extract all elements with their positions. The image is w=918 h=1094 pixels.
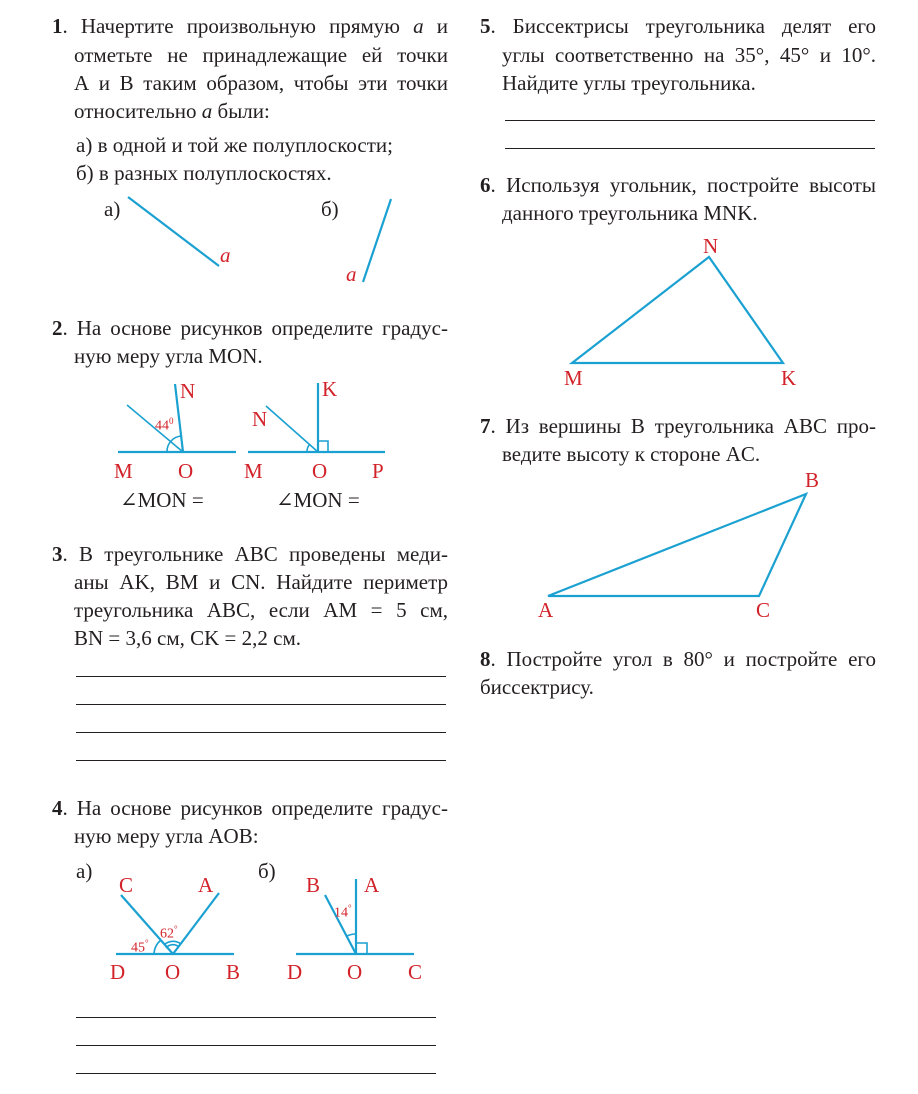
task4-fig-a-angle2: 62° [160, 924, 178, 942]
task1-line3: А и В таким образом, чтобы эти точки [74, 71, 448, 95]
task1-figure-b-label: б) [321, 197, 339, 221]
task4-fig-a-label-c: C [119, 873, 134, 897]
task6-line1: 6. Используя угольник, постройте высоты [480, 173, 876, 197]
task6-line2: данного треугольника MNK. [502, 201, 758, 225]
task2-line1: 2. На основе рисунков определите градус- [52, 316, 448, 340]
task2-answer1: ∠MON = [120, 488, 204, 512]
task7-line1: 7. Из вершины В треугольника ABC про- [480, 414, 876, 438]
task4-figure-a-label: а) [76, 859, 93, 883]
task3-line4: BN = 3,6 см, CK = 2,2 см. [74, 626, 302, 650]
task7-label-a: A [538, 598, 554, 622]
task4-fig-a-label-o: O [165, 960, 181, 984]
task4-line1: 4. На основе рисунков определите градус- [52, 796, 448, 820]
task6-label-k: K [781, 366, 797, 390]
task1-figure-a-label: а) [104, 197, 121, 221]
task4-fig-a-label-d: D [110, 960, 126, 984]
task4-fig-b-label-o: O [347, 960, 363, 984]
task2-fig2-label-o: O [312, 459, 328, 483]
task5-line3: Найдите углы треугольника. [502, 71, 756, 95]
task4-fig-a-angle1: 45° [131, 938, 149, 956]
task2-fig1-label-o: O [178, 459, 194, 483]
task1-line4: относительно a были: [74, 99, 270, 123]
task4-figure-b-label: б) [258, 859, 276, 883]
task4-fig-b-label-d: D [287, 960, 303, 984]
task7-label-c: C [756, 598, 771, 622]
task6-label-n: N [703, 234, 719, 258]
task1-line-b-name: a [346, 262, 357, 286]
task4-fig-a-label-b: B [226, 960, 241, 984]
task4-fig-b-angle: 14° [334, 903, 352, 921]
task7-line2: ведите высоту к стороне AC. [502, 442, 761, 466]
task1-line-a-name: a [220, 243, 231, 267]
task3-line2: аны AK, BM и CN. Найдите периметр [74, 570, 448, 594]
task7-label-b: B [805, 468, 820, 492]
task2-line2: ную меру угла MON. [74, 344, 263, 368]
task2-fig2-label-n: N [252, 407, 268, 431]
task5-line1: 5. Биссектрисы треугольника делят его [480, 14, 876, 38]
task7-triangle [548, 494, 806, 596]
task4-fig-b-label-a: A [364, 873, 380, 897]
task4-fig-b-label-c: C [408, 960, 423, 984]
task6-label-m: M [564, 366, 583, 390]
task1-option-b: б) в разных полуплоскостях. [76, 161, 332, 185]
task3-line1: 3. В треугольнике ABC проведены меди- [52, 542, 448, 566]
task2-fig2-label-m: M [244, 459, 263, 483]
task3-line3: треугольника ABC, если AM = 5 см, [74, 598, 448, 622]
task4-fig-b-label-b: B [306, 873, 321, 897]
task8-line2: биссектрису. [480, 675, 594, 699]
task1-line1: 1. Начертите произвольную прямую a и [52, 14, 448, 38]
task4-line2: ную меру угла AOB: [74, 824, 259, 848]
task2-fig2-label-k: K [322, 377, 338, 401]
task8-line1: 8. Постройте угол в 80° и постройте его [480, 647, 876, 671]
task2-answer2: ∠MON = [276, 488, 360, 512]
task2-fig2-label-p: P [372, 459, 384, 483]
task1-line2: отметьте не принадлежащие ей точки [74, 43, 448, 67]
task5-line2: углы соответственно на 35°, 45° и 10°. [502, 43, 876, 67]
task4-fig-a-label-a: A [198, 873, 214, 897]
task1-option-a: а) в одной и той же полуплоскости; [76, 133, 393, 157]
task2-fig1-angle: $44^0$ [155, 416, 174, 434]
task2-fig1-label-n: N [180, 379, 196, 403]
task2-fig1-label-m: M [114, 459, 133, 483]
